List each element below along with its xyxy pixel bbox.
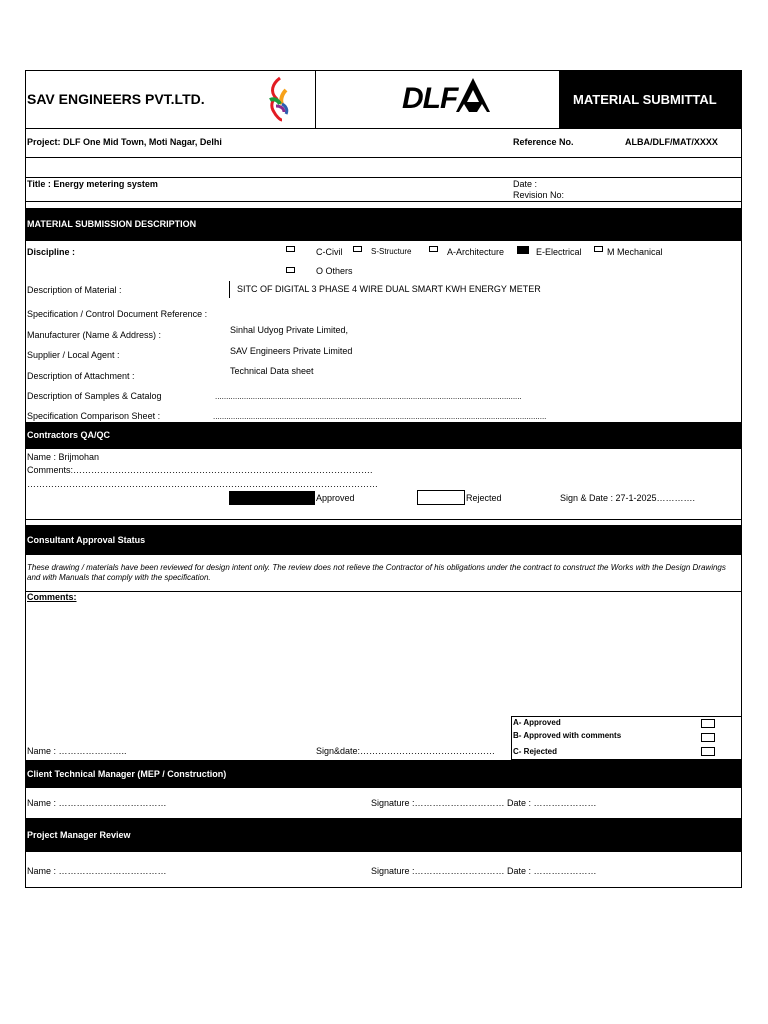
attachment-label: Description of Attachment :	[27, 371, 135, 381]
client-manager-signature: Signature :………………………… Date : …………………	[371, 798, 597, 808]
discipline-electrical-label: E-Electrical	[536, 247, 582, 257]
approved-label: Approved	[316, 493, 355, 503]
description-label: Description of Material :	[27, 285, 122, 295]
project-manager-signature: Signature :………………………… Date : …………………	[371, 866, 597, 876]
qa-comments-line2: ………………………………………………………………………………………………………	[27, 479, 378, 489]
description-marker	[229, 281, 230, 298]
discipline-mechanical-label: M Mechanical	[607, 247, 663, 257]
attachment-value: Technical Data sheet	[230, 366, 314, 376]
dlf-logo	[402, 74, 492, 118]
status-rejected-label: C- Rejected	[513, 747, 558, 756]
checkbox-mechanical[interactable]	[594, 246, 603, 252]
checkbox-others[interactable]	[286, 267, 295, 273]
checkbox-civil[interactable]	[286, 246, 295, 252]
project-manager-name: Name : ………………………………	[27, 866, 167, 876]
dlf-logo-text: DLF	[402, 82, 458, 115]
status-approved-checkbox[interactable]	[701, 719, 715, 728]
comparison-label: Specification Comparison Sheet :	[27, 411, 161, 421]
divider	[25, 201, 742, 202]
manufacturer-value: Sinhal Udyog Private Limited,	[230, 325, 349, 335]
form-title: MATERIAL SUBMITTAL	[573, 92, 717, 107]
divider	[25, 591, 742, 592]
divider	[25, 519, 742, 520]
comparison-dots: ......................................................................................................................................................	[213, 412, 547, 421]
sav-logo	[262, 76, 296, 122]
samples-dots: ..........................................................................................................................................	[215, 392, 522, 401]
rejected-label: Rejected	[466, 493, 502, 503]
consultant-note: These drawing / materials have been reviewed for design intent only. The review does not relieve the Contractor of his obligations under the contract to construct the Works with the Design Drawings and with Manuals that comply with the specification.	[27, 563, 726, 582]
consultant-sign-date: Sign&date:………………………………………	[316, 746, 496, 756]
title-field: Title : Energy metering system	[27, 179, 158, 189]
qa-comments: Comments:……………………………………………………………………………………….	[27, 465, 373, 475]
rejected-checkbox[interactable]	[417, 490, 465, 505]
consultant-name: Name : …………………..	[27, 746, 127, 756]
approved-checkbox[interactable]	[229, 491, 315, 505]
client-manager-name: Name : ………………………………	[27, 798, 167, 808]
divider	[25, 128, 742, 129]
supplier-label: Supplier / Local Agent :	[27, 350, 120, 360]
checkbox-architecture[interactable]	[429, 246, 438, 252]
material-section-heading: MATERIAL SUBMISSION DESCRIPTION	[25, 208, 742, 241]
discipline-civil-label: C-Civil	[316, 247, 343, 257]
discipline-architecture-label: A-Architecture	[447, 247, 505, 257]
checkbox-electrical[interactable]	[517, 246, 529, 254]
header-divider-1	[315, 70, 316, 128]
qa-sign-date: Sign & Date : 27-1-2025………….	[560, 493, 696, 503]
discipline-others-label: O Others	[316, 266, 353, 276]
manufacturer-label: Manufacturer (Name & Address) :	[27, 330, 162, 340]
company-name: SAV ENGINEERS PVT.LTD.	[27, 91, 205, 107]
samples-label: Description of Samples & Catalog	[27, 391, 162, 401]
project-label: Project: DLF One Mid Town, Moti Nagar, Delhi	[27, 137, 222, 147]
reference-label: Reference No.	[513, 137, 574, 147]
status-rejected-checkbox[interactable]	[701, 747, 715, 756]
consultant-comments-label: Comments:	[27, 592, 77, 602]
qa-name: Name : Brijmohan	[27, 452, 100, 462]
consultant-heading: Consultant Approval Status	[25, 525, 742, 555]
status-approved-comments-label: B- Approved with comments	[513, 731, 622, 740]
divider	[25, 177, 742, 178]
checkbox-structure[interactable]	[353, 246, 362, 252]
project-manager-heading: Project Manager Review	[25, 818, 742, 852]
revision-label: Revision No:	[513, 190, 565, 200]
contractor-qa-heading: Contractors QA/QC	[25, 422, 742, 449]
supplier-value: SAV Engineers Private Limited	[230, 346, 353, 356]
dlf-triangle-icon	[454, 76, 492, 114]
spec-ref-label: Specification / Control Document Reference :	[27, 309, 208, 319]
discipline-label: Discipline :	[27, 247, 76, 257]
discipline-structure-label: S-Structure	[371, 247, 412, 256]
date-label: Date :	[513, 179, 538, 189]
description-value: SITC OF DIGITAL 3 PHASE 4 WIRE DUAL SMART KWH ENERGY METER	[237, 284, 541, 294]
client-manager-heading: Client Technical Manager (MEP / Construction)	[25, 760, 742, 788]
status-approved-label: A- Approved	[513, 718, 561, 727]
status-approved-comments-checkbox[interactable]	[701, 733, 715, 742]
reference-value: ALBA/DLF/MAT/XXXX	[625, 137, 718, 147]
divider	[25, 157, 742, 158]
